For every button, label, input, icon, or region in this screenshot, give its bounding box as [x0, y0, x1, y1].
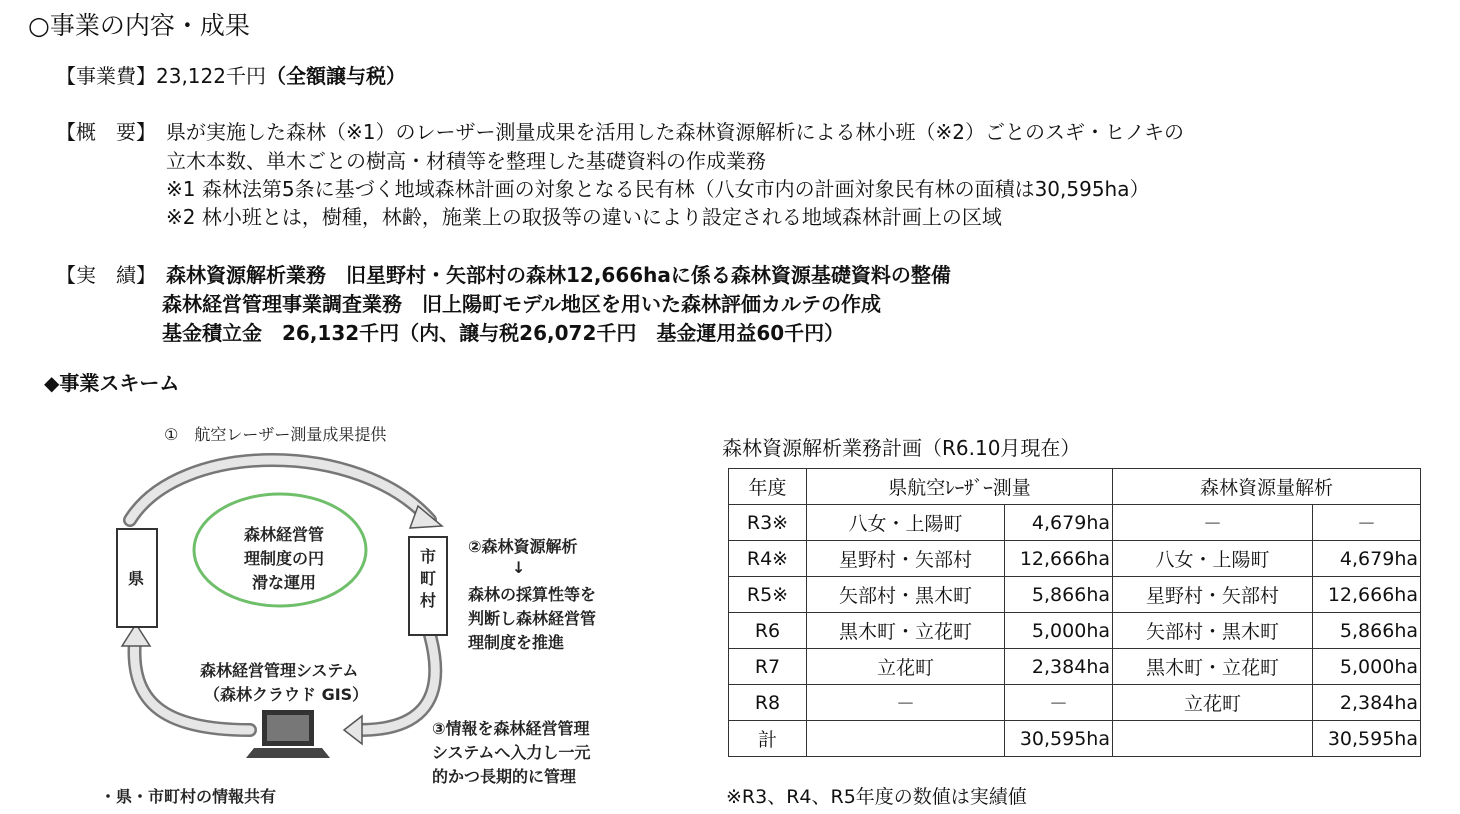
municipality-box: [408, 536, 448, 636]
cell-analysis-area: 八女・上陽町: [1113, 541, 1313, 577]
cost-paren: （全額譲与税）: [265, 64, 406, 88]
results-line-2: 森林経営管理事業調査業務 旧上陽町モデル地区を用いた森林評価カルテの作成: [162, 292, 881, 316]
table-row: [729, 613, 1421, 649]
cell-year: R3※: [729, 505, 807, 541]
cost-value: 23,122千円: [156, 64, 266, 88]
cell-survey-area: 黒木町・立花町: [807, 613, 1005, 649]
cell-analysis-total: 30,595ha: [1313, 721, 1421, 757]
center-text-1: 森林経営管: [244, 525, 325, 544]
cell-analysis-area: －: [1113, 505, 1313, 541]
step3-text-2: システムへ入力し一元: [432, 743, 591, 762]
section-title: ○事業の内容・成果: [28, 11, 250, 40]
cell-survey-ha: 4,679ha: [1005, 505, 1113, 541]
cell-survey-ha: 12,666ha: [1005, 541, 1113, 577]
table-row: [729, 541, 1421, 577]
table-row: [729, 577, 1421, 613]
header-laser-survey: 県航空ﾚｰｻﾞｰ測量: [807, 469, 1113, 505]
cost-label: 【事業費】: [56, 64, 156, 88]
cell-survey-ha: －: [1005, 685, 1113, 721]
cell-analysis-ha: 12,666ha: [1313, 577, 1421, 613]
system-text-1: 森林経営管理システム: [200, 661, 359, 680]
scheme-title: ◆事業スキーム: [44, 371, 180, 395]
cell-analysis-area: 立花町: [1113, 685, 1313, 721]
laptop-icon: [246, 710, 330, 758]
cell-total-label: 計: [729, 721, 807, 757]
step2-text-1: ②森林資源解析: [468, 537, 578, 556]
share-text: ・県・市町村の情報共有: [100, 787, 277, 806]
header-year: 年度: [729, 469, 807, 505]
overview-note-2: ※2 林小班とは，樹種，林齢，施業上の取扱等の違いにより設定される地域森林計画上の区域: [166, 205, 1002, 229]
overview-label: 【概 要】: [56, 120, 156, 144]
step2-text-3: 判断し森林経営管: [468, 609, 597, 628]
step1-text: ① 航空レーザー測量成果提供: [164, 425, 387, 444]
overview-line-2: 立木本数、単木ごとの樹高・材積等を整理した基礎資料の作成業務: [166, 149, 766, 173]
table-row: [729, 505, 1421, 541]
cell-survey-area: －: [807, 685, 1005, 721]
cell-analysis-area: 星野村・矢部村: [1113, 577, 1313, 613]
step2-text-2: 森林の採算性等を: [468, 585, 597, 604]
step2-text-4: 理制度を推進: [468, 633, 565, 652]
table-total-row: [729, 721, 1421, 757]
cell-analysis-area: 黒木町・立花町: [1113, 649, 1313, 685]
cell-survey-area: [807, 721, 1005, 757]
cell-year: R8: [729, 685, 807, 721]
cost-row: [56, 60, 406, 89]
cell-year: R5※: [729, 577, 807, 613]
table-row: [729, 649, 1421, 685]
plan-table: [728, 468, 1421, 757]
table-note: ※R3、R4、R5年度の数値は実績値: [726, 786, 1027, 808]
results-line-1: 森林資源解析業務 旧星野村・矢部村の森林12,666haに係る森林資源基礎資料の整備: [166, 263, 951, 287]
overview-note-1: ※1 森林法第5条に基づく地域森林計画の対象となる民有林（八女市内の計画対象民有林の面積は30,595ha）: [166, 177, 1150, 201]
center-text-3: 滑な運用: [252, 573, 317, 592]
cell-survey-ha: 2,384ha: [1005, 649, 1113, 685]
cell-analysis-area: 矢部村・黒木町: [1113, 613, 1313, 649]
step3-text-3: 的かつ長期的に管理: [432, 767, 577, 786]
header-resource-analysis: 森林資源量解析: [1113, 469, 1421, 505]
cell-survey-area: 矢部村・黒木町: [807, 577, 1005, 613]
scheme-diagram: [100, 410, 660, 810]
cell-survey-area: 立花町: [807, 649, 1005, 685]
table-row: [729, 685, 1421, 721]
cell-survey-area: 星野村・矢部村: [807, 541, 1005, 577]
table-header-row: [729, 469, 1421, 505]
cell-survey-ha: 5,866ha: [1005, 577, 1113, 613]
cell-year: R4※: [729, 541, 807, 577]
system-text-2: （森林クラウド GIS）: [204, 685, 369, 704]
step3-text-1: ③情報を森林経営管理: [432, 719, 590, 738]
cell-analysis-ha: 5,000ha: [1313, 649, 1421, 685]
cell-analysis-ha: 4,679ha: [1313, 541, 1421, 577]
cell-analysis-area: [1113, 721, 1313, 757]
prefecture-label: 県: [128, 569, 145, 588]
prefecture-box: [116, 528, 158, 628]
table-caption: 森林資源解析業務計画（R6.10月現在）: [722, 436, 1081, 460]
center-text-2: 理制度の円: [244, 549, 325, 568]
cell-analysis-ha: －: [1313, 505, 1421, 541]
municipality-label: 市町村: [419, 547, 436, 610]
cell-year: R7: [729, 649, 807, 685]
cell-analysis-ha: 5,866ha: [1313, 613, 1421, 649]
overview-line-1: 県が実施した森林（※1）のレーザー測量成果を活用した森林資源解析による林小班（※2）ごとのスギ・ヒノキの: [166, 120, 1184, 144]
cell-survey-ha: 5,000ha: [1005, 613, 1113, 649]
arrow-right: [360, 635, 435, 730]
results-line-3: 基金積立金 26,132千円（内、譲与税26,072千円 基金運用益60千円）: [162, 321, 845, 345]
step2-arrow: ↓: [512, 558, 526, 577]
cell-year: R6: [729, 613, 807, 649]
results-label: 【実 績】: [56, 263, 156, 287]
cell-analysis-ha: 2,384ha: [1313, 685, 1421, 721]
cell-survey-total: 30,595ha: [1005, 721, 1113, 757]
cell-survey-area: 八女・上陽町: [807, 505, 1005, 541]
